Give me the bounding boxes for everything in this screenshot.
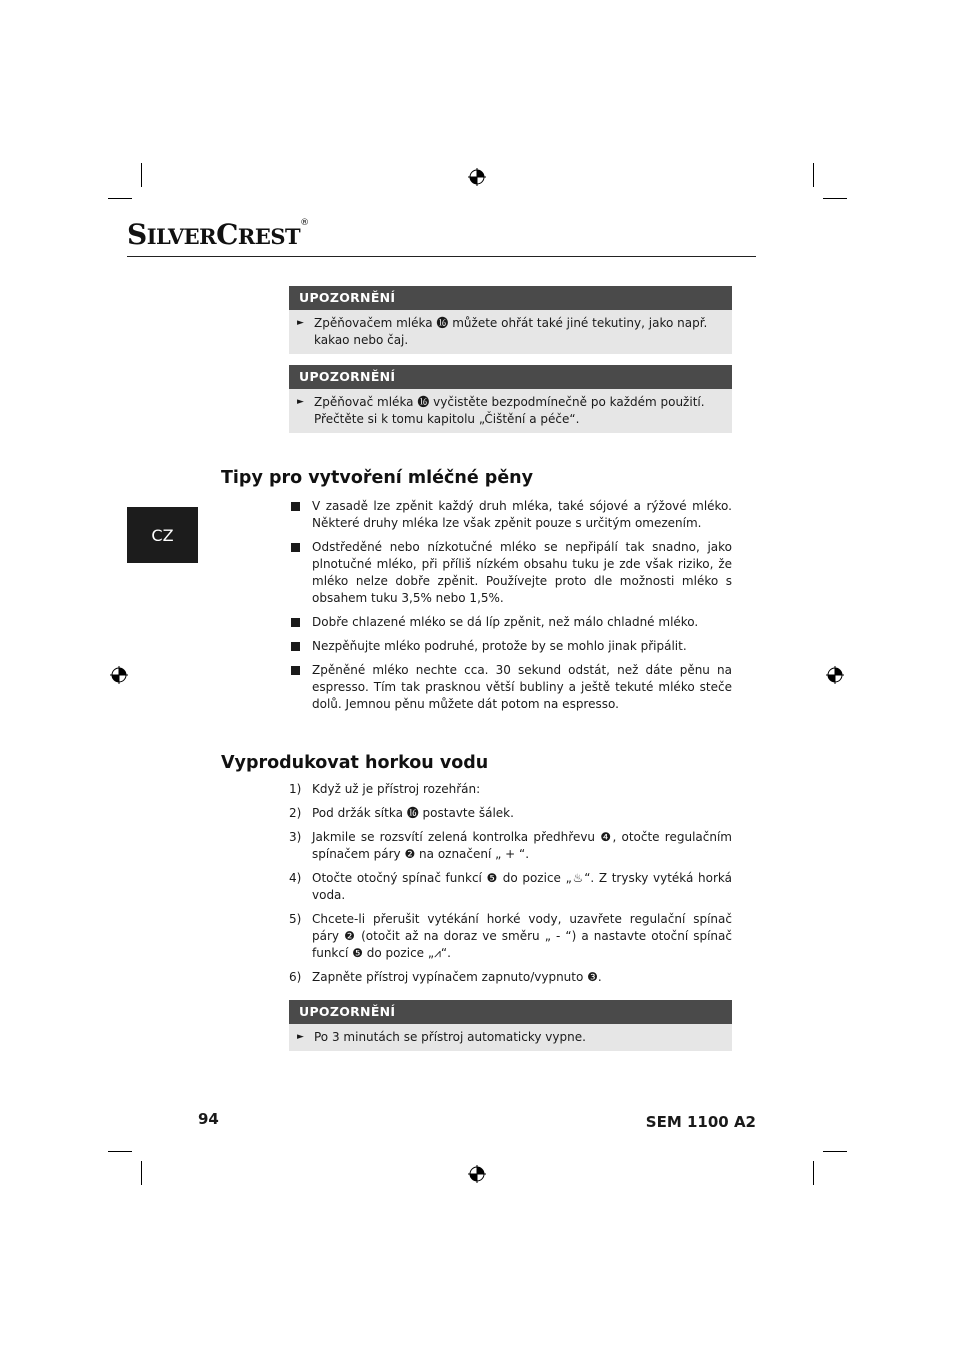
list-item-text: Odstředěné nebo nízkotučné mléko se nepřipálí tak snadno, jako plnotučné mléko, při příliš nízkém obsahu tuku je zde však riziko, že mléko nelze dobře zpěnit. Používejte proto dle možnosti mléko s obsahem tuku 3,5% nebo 1,5%.	[312, 540, 732, 605]
crop-mark	[108, 1151, 132, 1152]
registration-mark-icon	[468, 168, 486, 186]
step-number: 5)	[289, 912, 302, 926]
note-body	[289, 1024, 732, 1051]
note-text: Po 3 minutách se přístroj automaticky vypne.	[314, 1030, 586, 1044]
note-heading: UPOZORNĚNÍ	[289, 286, 732, 310]
step-number: 4)	[289, 871, 302, 885]
bullet-icon	[291, 642, 300, 651]
list-item-text: Zpěněné mléko nechte cca. 30 sekund odstát, než dáte pěnu na espresso. Tím tak prasknou větší bubliny a ještě tekuté mléko steče dolů. Jemnou pěnu můžete dát potom na espresso.	[312, 663, 732, 711]
step-text: Zapněte přístroj vypínačem zapnuto/vypnuto ❸.	[312, 970, 602, 984]
crop-mark	[813, 1161, 814, 1185]
crop-mark	[141, 1161, 142, 1185]
note-body	[289, 310, 732, 354]
note-box	[289, 1000, 732, 1051]
bullet-icon	[291, 543, 300, 552]
arrow-icon: ►	[297, 397, 304, 407]
note-box	[289, 286, 732, 354]
bullet-icon	[291, 666, 300, 675]
brand-logo: SILVERCREST®	[127, 218, 309, 251]
note-body	[289, 389, 732, 433]
step-item	[289, 781, 732, 798]
step-text: Chcete-li přerušit vytékání horké vody, uzavřete regulační spínač páry ❷ (otočit až na doraz ve směru „ - “) a nastavte otoční spínač funkcí ❺ do pozice „⩘“.	[312, 912, 732, 960]
arrow-icon: ►	[297, 318, 304, 328]
list-item	[289, 614, 732, 631]
header-rule	[127, 256, 756, 257]
crop-mark	[141, 163, 142, 187]
registration-mark-icon	[468, 1165, 486, 1183]
note-box	[289, 365, 732, 433]
step-item	[289, 870, 732, 904]
step-number: 6)	[289, 970, 302, 984]
bullet-icon	[291, 502, 300, 511]
list-item	[289, 662, 732, 713]
step-text: Pod držák sítka ⓰ postavte šálek.	[312, 806, 514, 820]
note-text: Zpěňovač mléka ⓰ vyčistěte bezpodmínečně po každém použití. Přečtěte si k tomu kapitolu „Čištění a péče“.	[314, 395, 705, 426]
section-title: Tipy pro vytvoření mléčné pěny	[221, 468, 534, 488]
tips-list	[289, 498, 732, 720]
step-text: Když už je přístroj rozehřán:	[312, 782, 481, 796]
steps-list	[289, 781, 732, 993]
note-heading: UPOZORNĚNÍ	[289, 1000, 732, 1024]
bullet-icon	[291, 618, 300, 627]
language-tab: CZ	[127, 507, 198, 563]
note-heading: UPOZORNĚNÍ	[289, 365, 732, 389]
step-item	[289, 969, 732, 986]
crop-mark	[823, 1151, 847, 1152]
step-item	[289, 829, 732, 863]
crop-mark	[108, 198, 132, 199]
step-item	[289, 805, 732, 822]
list-item	[289, 539, 732, 607]
step-number: 2)	[289, 806, 302, 820]
list-item-text: V zasadě lze zpěnit každý druh mléka, také sójové a rýžové mléko. Některé druhy mléka lze však zpěnit pouze s určitým omezením.	[312, 499, 732, 530]
page-number: 94	[198, 1110, 219, 1128]
section-title: Vyprodukovat horkou vodu	[221, 753, 489, 773]
list-item-text: Nezpěňujte mléko podruhé, protože by se mohlo jinak připálit.	[312, 639, 687, 653]
model-number: SEM 1100 A2	[645, 1113, 756, 1131]
step-text: Jakmile se rozsvítí zelená kontrolka předhřevu ❹, otočte regulačním spínačem páry ❷ na označení „ + “.	[312, 830, 732, 861]
step-number: 1)	[289, 782, 302, 796]
list-item	[289, 498, 732, 532]
step-text: Otočte otočný spínač funkcí ❺ do pozice „♨“. Z trysky vytéká horká voda.	[312, 871, 732, 902]
note-text: Zpěňovačem mléka ⓰ můžete ohřát také jiné tekutiny, jako např. kakao nebo čaj.	[314, 316, 708, 347]
step-item	[289, 911, 732, 962]
arrow-icon: ►	[297, 1032, 304, 1042]
list-item-text: Dobře chlazené mléko se dá líp zpěnit, než málo chladné mléko.	[312, 615, 699, 629]
crop-mark	[813, 163, 814, 187]
step-number: 3)	[289, 830, 302, 844]
registration-mark-icon	[826, 666, 844, 684]
list-item	[289, 638, 732, 655]
registration-mark-icon	[110, 666, 128, 684]
crop-mark	[823, 198, 847, 199]
